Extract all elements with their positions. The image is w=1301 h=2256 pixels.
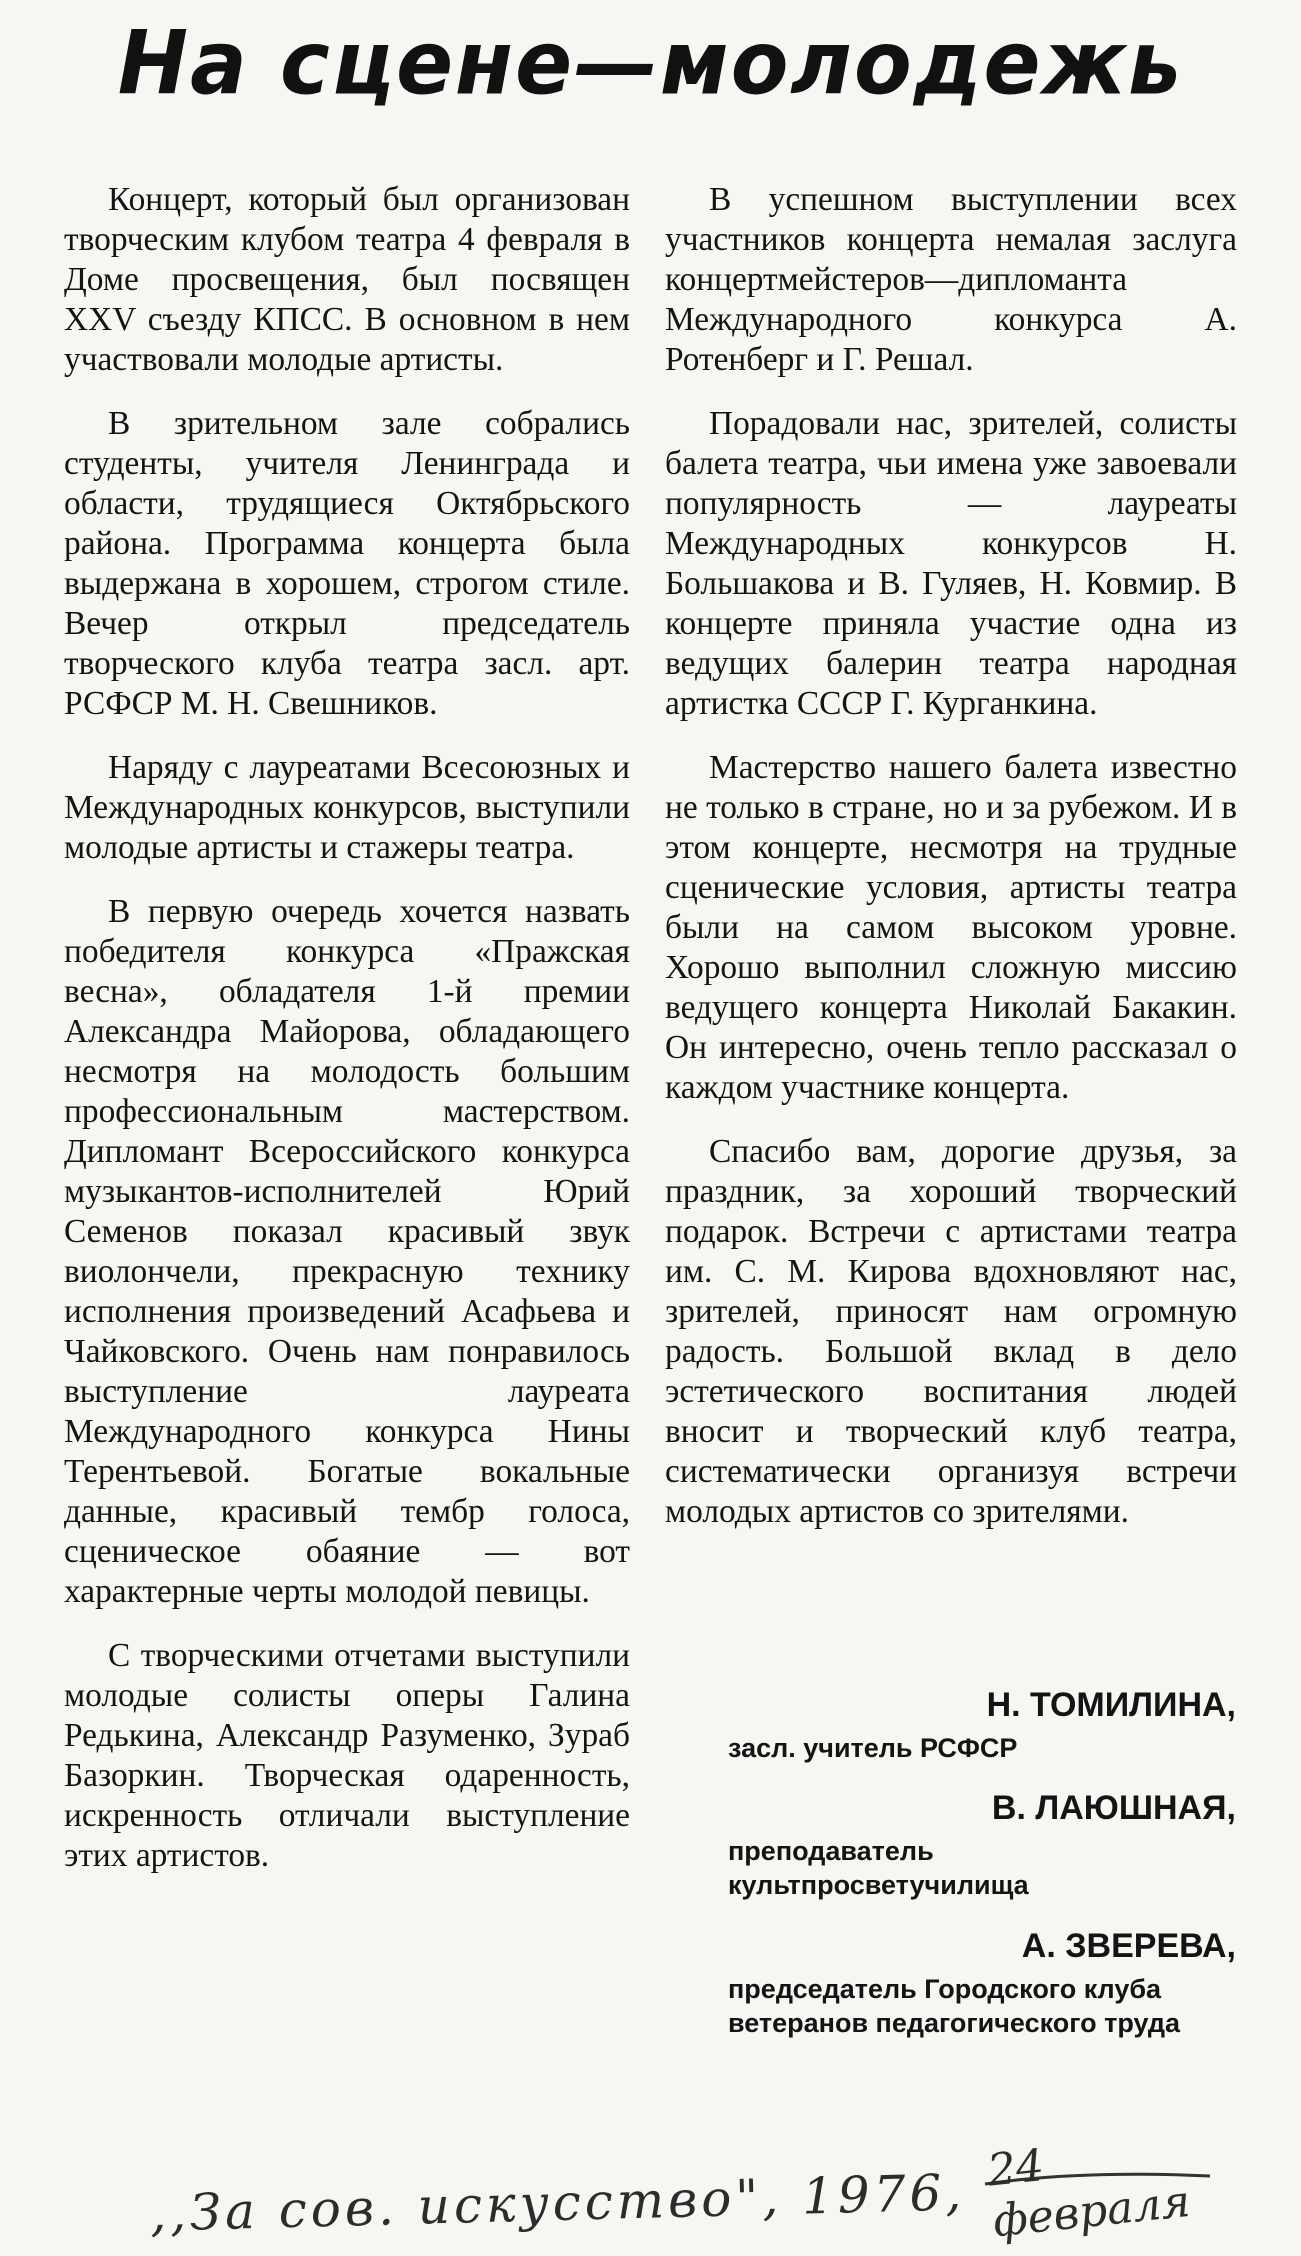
article-paragraph: В зрительном зале собрались студенты, учителя Ленинграда и области, трудящиеся Октябрьского района. Программа концерта была выдержана в хорошем, строгом стиле. Вечер открыл председатель творческого клуба театра засл. арт. РСФСР М. Н. Свешников. [64,405,630,722]
article-paragraph: В первую очередь хочется назвать победителя конкурса «Пражская весна», обладателя 1-й премии Александра Майорова, обладающего несмотря на молодость большим профессиональным мастерством. Дипломант Всероссийского конкурса музыкантов-исполнителей Юрий Семенов показал красивый звук виолончели, прекрасную технику исполнения произведений Асафьева и Чайковского. Очень нам понравилось выступление лауреата Международного конкурса Нины Терентьевой. Богатые вокальные данные, красивый тембр голоса, сценическое обаяние — вот характерные черты молодой певицы. [64,893,630,1610]
handwritten-source: ,,За сов. искусство", 1976, [149,2163,966,2243]
article-paragraph: Порадовали нас, зрителей, солисты балета театра, чьи имена уже завоевали популярность — лауреаты Международных конкурсов Н. Большакова и В. Гуляев, Н. Ковмир. В концерте приняла участие одна из ведущих балерин театра народная артистка СССР Г. Курганкина. [665,405,1237,722]
signature-name: Н. ТОМИЛИНА, [986,1686,1236,1724]
article-paragraph: В успешном выступлении всех участников концерта немалая заслуга концертмейстеров—дипломанта Международного конкурса А. Ротенберг и Г. Решал. [665,181,1237,378]
signature-title: преподаватель культпросветучилища [728,1836,1029,1900]
signature-zvereva [728,1926,1236,2040]
signature-title: председатель Городского клуба ветеранов педагогического труда [728,1974,1180,2038]
signature-layushnaya [728,1788,1236,1902]
signature-name: В. ЛАЮШНАЯ, [991,1789,1236,1827]
signature-tomilina [728,1685,1236,1765]
handwritten-date: 24 февраля [985,2140,1193,2248]
headline: На сцене—молодежь [117,11,1184,115]
article-paragraph: Спасибо вам, дорогие друзья, за праздник, за хороший творческий подарок. Встречи с артистами театра им. С. М. Кирова вдохновляют нас, зрителей, приносят нам огромную радость. Большой вклад в дело эстетического воспитания людей вносит и творческий клуб театра, систематически организуя встречи молодых артистов со зрителями. [665,1133,1237,1530]
article-paragraph: Мастерство нашего балета известно не только в стране, но и за рубежом. И в этом концерте, несмотря на трудные сценические условия, артисты театра были на самом высоком уровне. Хорошо выполнил сложную миссию ведущего концерта Николай Бакакин. Он интересно, очень тепло рассказал о каждом участнике концерта. [665,749,1237,1106]
right-column [665,180,1237,1556]
signature-name: А. ЗВЕРЕВА, [1021,1927,1236,1965]
article-paragraph: Концерт, который был организован творческим клубом театра 4 февраля в Доме просвещения, был посвящен XXV съезду КПСС. В основном в нем участвовали молодые артисты. [64,181,630,378]
handwritten-source-note [150,2140,1250,2250]
left-column [64,180,630,1900]
article-paragraph: С творческими отчетами выступили молодые солисты оперы Галина Редькина, Александр Разуменко, Зураб Базоркин. Творческая одаренность, искренность отличали выступление этих артистов. [64,1637,630,1874]
signature-title: засл. учитель РСФСР [728,1733,1018,1763]
article-paragraph: Наряду с лауреатами Всесоюзных и Международных конкурсов, выступили молодые артисты и стажеры театра. [64,749,630,866]
